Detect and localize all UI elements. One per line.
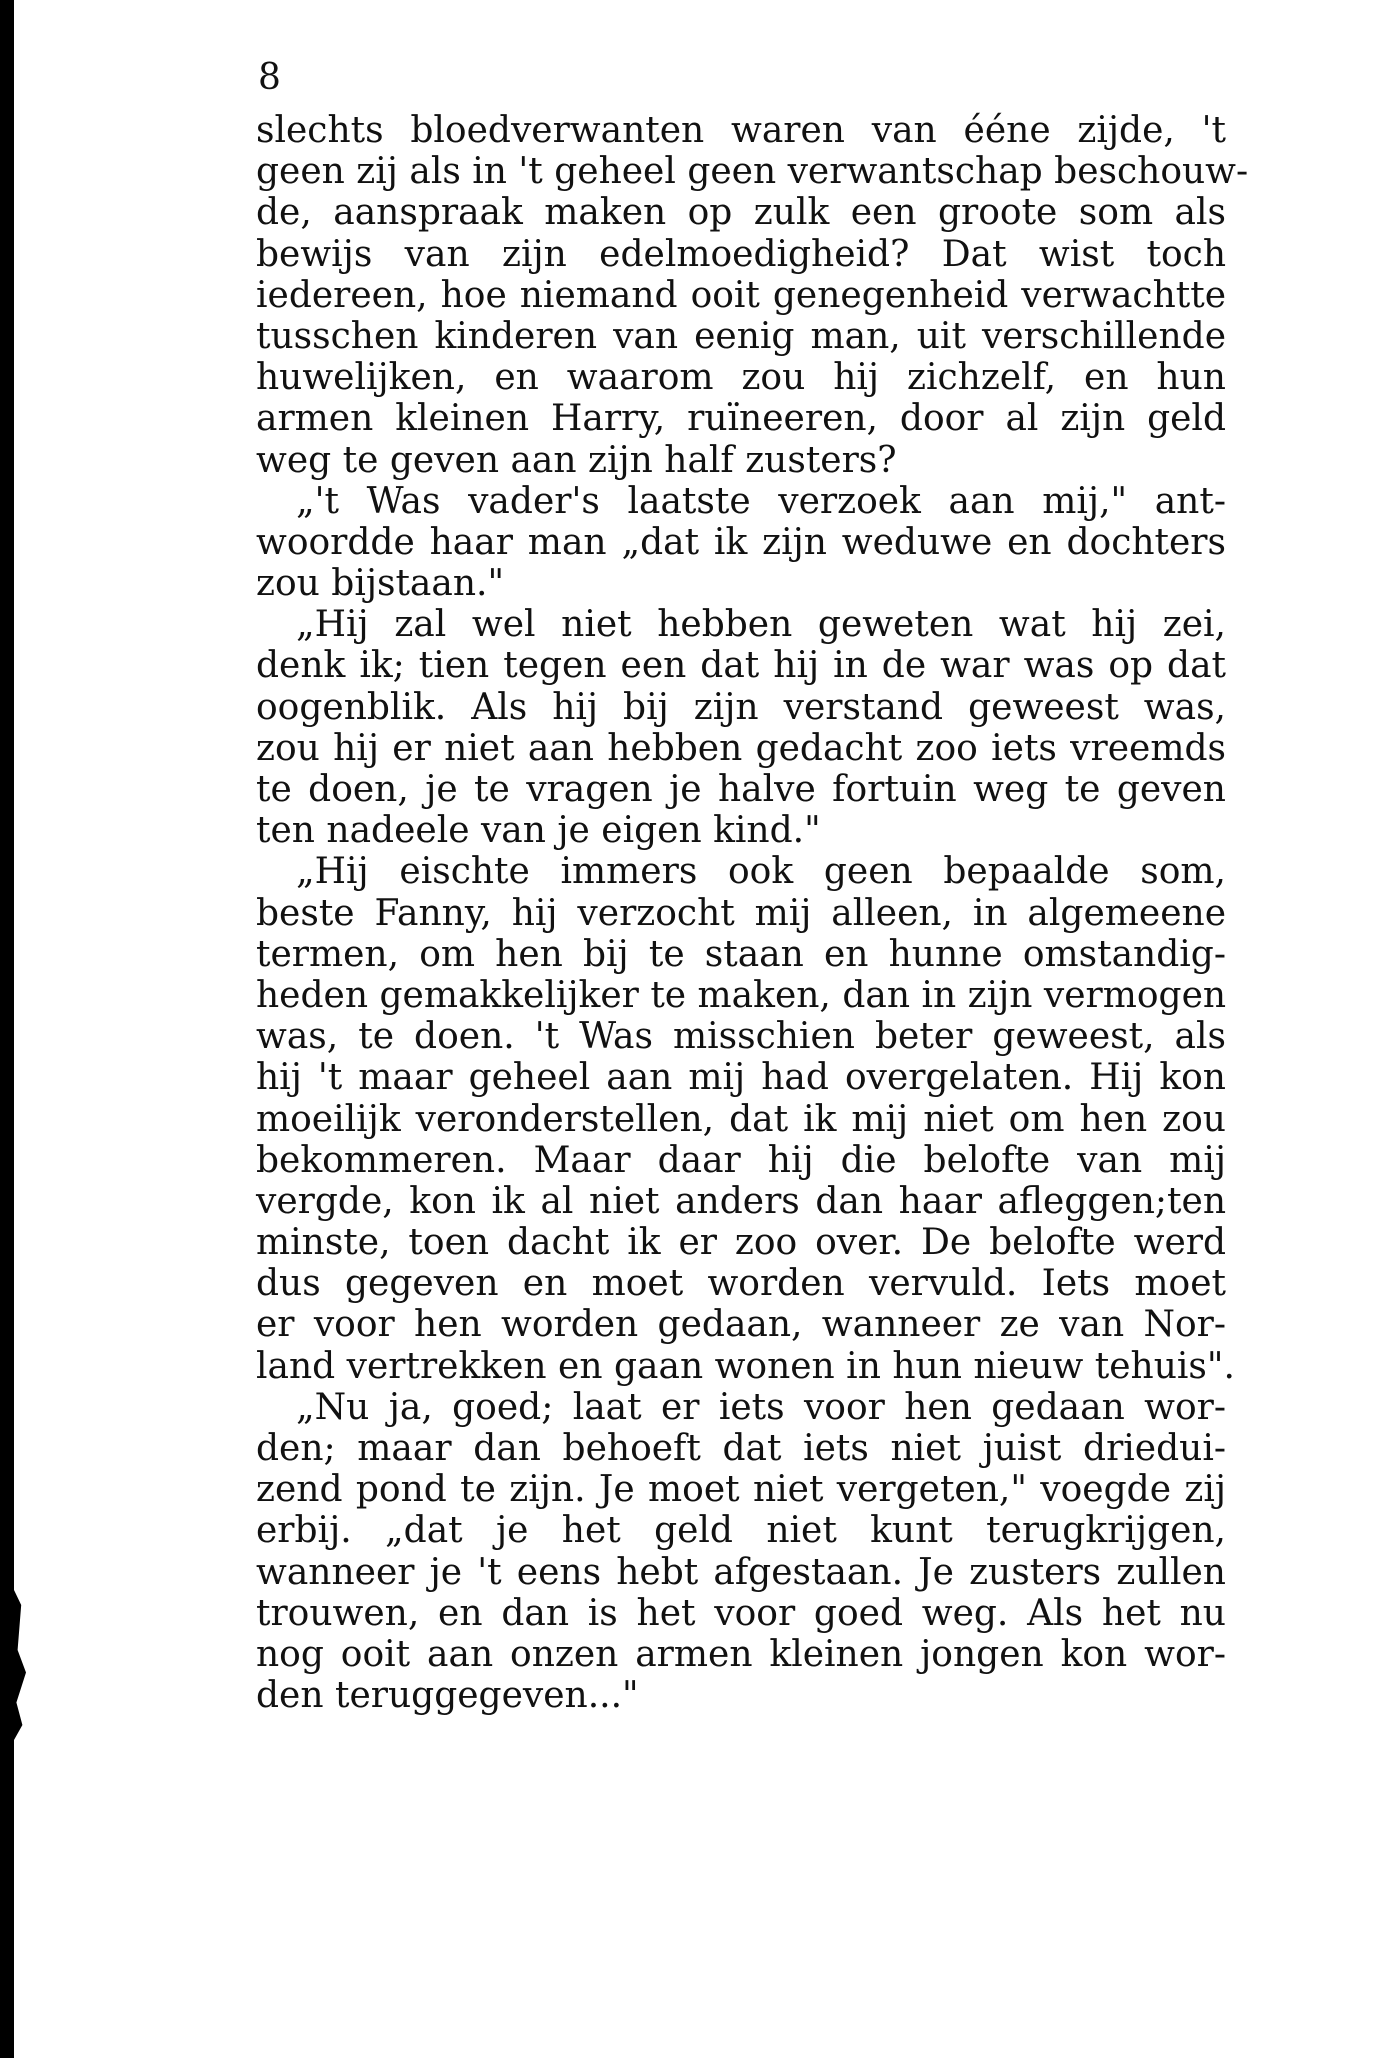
text-line: woordde haar man „dat ik zijn weduwe en dochters xyxy=(256,521,1226,563)
book-page xyxy=(256,48,1249,1717)
text-line: termen, om hen bij te staan en hunne omstandig- xyxy=(256,933,1226,975)
page-text-body xyxy=(256,110,1249,1717)
text-line: wanneer je 't eens hebt afgestaan. Je zusters zullen xyxy=(256,1551,1226,1593)
text-line: heden gemakkelijker te maken, dan in zijn vermogen xyxy=(256,974,1227,1016)
text-line: minste, toen dacht ik er zoo over. De belofte werd xyxy=(256,1222,1226,1264)
text-line: moeilijk veronderstellen, dat ik mij niet om hen zou xyxy=(256,1098,1226,1140)
text-line: den; maar dan behoeft dat iets niet juist driedui- xyxy=(256,1428,1226,1469)
text-line: tusschen kinderen van eenig man, uit verschillende xyxy=(256,315,1226,357)
text-line: armen kleinen Harry, ruïneeren, door al zijn geld xyxy=(256,398,1226,440)
text-line: slechts bloedverwanten waren van ééne zijde, 't xyxy=(256,110,1226,151)
text-line: huwelijken, en waarom zou hij zichzelf, en hun xyxy=(256,357,1226,399)
text-line: „Hij eischte immers ook geen bepaalde som, xyxy=(296,851,1226,893)
text-line: ten nadeele van je eigen kind." xyxy=(256,810,821,852)
text-line: zou hij er niet aan hebben gedacht zoo iets vreemds xyxy=(256,727,1226,769)
text-line: hij 't maar geheel aan mij had overgelaten. Hij kon xyxy=(256,1057,1226,1099)
text-line: denk ik; tien tegen een dat hij in de war was op dat xyxy=(256,645,1226,687)
text-line: nog ooit aan onzen armen kleinen jongen kon wor- xyxy=(256,1633,1226,1675)
text-line: zou bijstaan." xyxy=(256,563,505,605)
text-line: bekommeren. Maar daar hij die belofte van mij xyxy=(256,1139,1226,1181)
scan-edge-notch xyxy=(14,1590,26,1740)
text-line: beste Fanny, hij verzocht mij alleen, in algemeene xyxy=(256,892,1226,934)
text-line: geen zij als in 't geheel geen verwantschap beschouw- xyxy=(256,151,1249,193)
page-number: 8 xyxy=(258,57,281,98)
text-line: land vertrekken en gaan wonen in hun nieuw tehuis". xyxy=(256,1345,1235,1387)
text-line: bewijs van zijn edelmoedigheid? Dat wist toch xyxy=(256,233,1226,275)
text-line: „'t Was vader's laatste verzoek aan mij," ant- xyxy=(296,480,1226,522)
text-line: dus gegeven en moet worden vervuld. Iets moet xyxy=(256,1263,1226,1305)
text-line: zend pond te zijn. Je moet niet vergeten," voegde zij xyxy=(256,1469,1226,1511)
text-line: „Nu ja, goed; laat er iets voor hen gedaan wor- xyxy=(296,1386,1226,1428)
text-line: was, te doen. 't Was misschien beter geweest, als xyxy=(256,1016,1226,1058)
text-line: oogenblik. Als hij bij zijn verstand geweest was, xyxy=(256,686,1226,728)
text-line: trouwen, en dan is het voor goed weg. Als het nu xyxy=(256,1592,1226,1634)
text-line: „Hij zal wel niet hebben geweten wat hij zei, xyxy=(296,604,1226,646)
text-line: iedereen, hoe niemand ooit genegenheid verwachtte xyxy=(256,274,1226,316)
text-line: te doen, je te vragen je halve fortuin weg te geven xyxy=(256,769,1226,810)
scan-dark-edge xyxy=(0,0,14,2058)
text-line: vergde, kon ik al niet anders dan haar afleggen;ten xyxy=(256,1180,1226,1222)
text-line: weg te geven aan zijn half zusters? xyxy=(256,439,897,481)
text-line: er voor hen worden gedaan, wanneer ze van Nor- xyxy=(256,1304,1226,1346)
text-line: den teruggegeven..." xyxy=(256,1675,639,1717)
text-line: de, aanspraak maken op zulk een groote som als xyxy=(256,192,1226,234)
text-line: erbij. „dat je het geld niet kunt terugkrijgen, xyxy=(256,1510,1226,1552)
